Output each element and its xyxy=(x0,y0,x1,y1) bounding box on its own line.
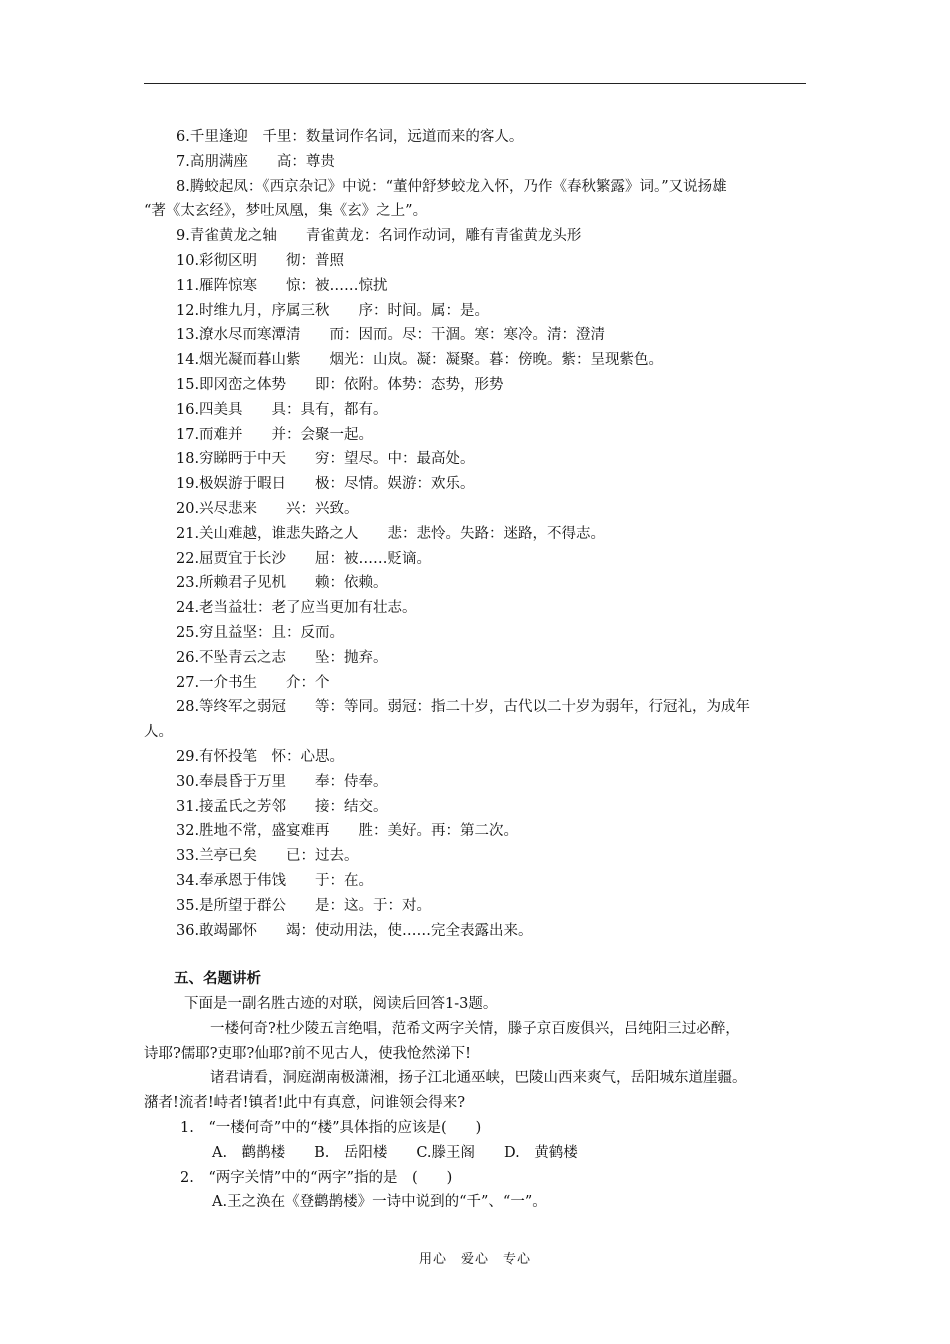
note-line: 33.兰亭已矣 已：过去。 xyxy=(176,848,359,865)
note-line: 30.奉晨昏于万里 奉：侍奉。 xyxy=(176,773,388,790)
note-line: 36.敢竭鄙怀 竭：使动用法，使……完全表露出来。 xyxy=(176,922,533,939)
note-line: 15.即冈峦之体势 即：依附。体势：态势，形势 xyxy=(176,376,504,393)
couplet-second-line: 诸君请看，洞庭湖南极潇湘，扬子江北通巫峡，巴陵山西来爽气，岳阳城东道崖疆。 xyxy=(210,1070,747,1087)
page-footer: 用心 爱心 专心 xyxy=(418,1252,531,1267)
section-heading: 五、名题讲析 xyxy=(174,970,261,988)
note-line: 20.兴尽悲来 兴：兴致。 xyxy=(176,500,359,517)
note-line: 25.穷且益坚：且：反而。 xyxy=(176,624,345,641)
question-1-options: A. 鹳鹊楼 B. 岳阳楼 C.滕王阁 D. 黄鹤楼 xyxy=(212,1144,578,1161)
note-line: 31.接孟氏之芳邻 接：结交。 xyxy=(176,798,388,815)
note-line: 28.等终军之弱冠 等：等同。弱冠：指二十岁，古代以二十岁为弱年，行冠礼，为成年 xyxy=(176,699,751,716)
note-line: 22.屈贾宜于长沙 屈：被……贬谪。 xyxy=(176,550,432,567)
note-line: 6.千里逢迎 千里：数量词作名词，远道而来的客人。 xyxy=(176,129,524,145)
header-rule xyxy=(144,83,806,84)
note-line: 19.极娱游于暇日 极：尽情。娱游：欢乐。 xyxy=(176,476,475,493)
note-line: 8.腾蛟起凤：《西京杂记》中说：“董仲舒梦蛟龙入怀，乃作《春秋繁露》词。”又说扬雄 xyxy=(176,178,727,195)
question-2-option-a: A.王之涣在《登鹳鹊楼》一诗中说到的“千”、“一”。 xyxy=(212,1194,547,1211)
note-line: 16.四美具 具：具有，都有。 xyxy=(176,401,388,418)
document-body xyxy=(144,125,806,1215)
couplet-second-line-continuation: 潴者!流者!峙者!镇者!此中有真意，问谁领会得来? xyxy=(144,1095,466,1112)
note-line: 29.有怀投笔 怀：心思。 xyxy=(176,748,345,765)
note-line: 14.烟光凝而暮山紫 烟光：山岚。凝：凝聚。暮：傍晚。紫：呈现紫色。 xyxy=(176,352,664,369)
note-line: 12.时维九月，序属三秋 序：时间。属：是。 xyxy=(176,302,490,319)
note-line: 13.潦水尽而寒潭清 而：因而。尽：干涸。寒：寒冷。清：澄清 xyxy=(176,327,606,344)
couplet-first-line-continuation: 诗耶?儒耶?吏耶?仙耶?前不见古人，使我怆然涕下! xyxy=(144,1045,471,1062)
note-line: 23.所赖君子见机 赖：依赖。 xyxy=(176,575,388,592)
note-line: 34.奉承恩于伟饯 于：在。 xyxy=(176,872,374,889)
note-line: 11.雁阵惊寒 惊：被……惊扰 xyxy=(176,277,388,294)
note-line-continuation: 人。 xyxy=(144,724,173,741)
note-line: 18.穷睇眄于中天 穷：望尽。中：最高处。 xyxy=(176,451,475,468)
note-line: 35.是所望于群公 是：这。于：对。 xyxy=(176,897,432,914)
note-line: 7.高朋满座 高：尊贵 xyxy=(176,153,335,170)
question-2: 2. “两字关情”中的“两字”指的是 ( ) xyxy=(180,1169,453,1186)
note-line: 27.一介书生 介：个 xyxy=(176,674,330,691)
note-line: 10.彩彻区明 彻：普照 xyxy=(176,252,345,269)
note-line: 32.胜地不常，盛宴难再 胜：美好。再：第二次。 xyxy=(176,823,519,840)
note-line: 21.关山难越，谁悲失路之人 悲：悲怜。失路：迷路，不得志。 xyxy=(176,525,606,542)
couplet-first-line: 一楼何奇?杜少陵五言绝唱，范希文两字关情，滕子京百废俱兴，吕纯阳三过必醉， xyxy=(210,1020,740,1037)
question-1: 1. “一楼何奇”中的“楼”具体指的应该是( ) xyxy=(180,1120,482,1137)
note-line: 24.老当益壮：老了应当更加有壮志。 xyxy=(176,600,417,617)
note-line: 26.不坠青云之志 坠：抛弃。 xyxy=(176,649,388,666)
note-line: 9.青雀黄龙之轴 青雀黄龙：名词作动词，雕有青雀黄龙头形 xyxy=(176,228,582,245)
section-intro: 下面是一副名胜古迹的对联，阅读后回答1-3题。 xyxy=(184,996,498,1013)
note-line: 17.而难并 并：会聚一起。 xyxy=(176,426,374,443)
note-line-continuation: “著《太玄经》，梦吐凤凰，集《玄》之上”。 xyxy=(144,203,428,220)
